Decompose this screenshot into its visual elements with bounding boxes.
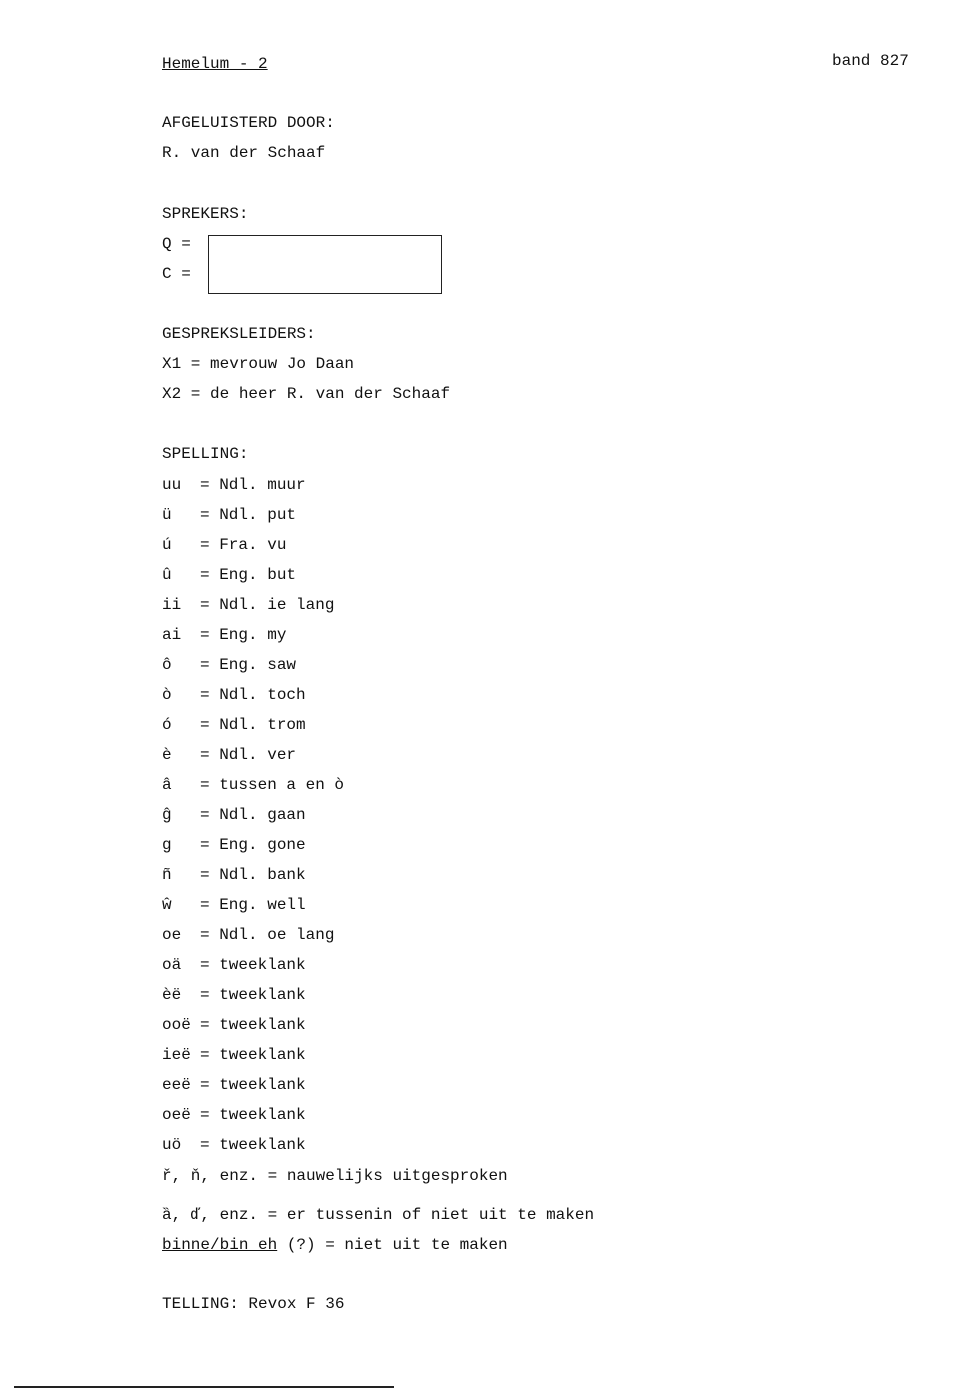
- spelling-description: = tweeklank: [200, 986, 306, 1004]
- spelling-description: = tweeklank: [200, 1016, 306, 1034]
- gespreksleider-x2: X2 = de heer R. van der Schaaf: [162, 385, 451, 403]
- spelling-description: = tweeklank: [200, 1076, 306, 1094]
- spelling-description: = Eng. but: [200, 566, 297, 584]
- afgeluisterd-label: AFGELUISTERD DOOR:: [162, 114, 335, 132]
- spelling-code: oe: [162, 926, 182, 944]
- redaction-box: [208, 235, 442, 294]
- spelling-code: ĝ: [162, 806, 172, 824]
- spelling-code: ô: [162, 656, 172, 674]
- spelling-description: = tweeklank: [200, 1106, 306, 1124]
- spelling-code: ñ: [162, 866, 172, 884]
- spelling-label: SPELLING:: [162, 445, 249, 463]
- band-number: band 827: [832, 52, 909, 70]
- spelling-description: = tussen a en ò: [200, 776, 345, 794]
- spelling-description: = Ndl. muur: [200, 476, 306, 494]
- spelling-description: = Fra. vu: [200, 536, 287, 554]
- spelling-note-faint: ř, ň, enz. = nauwelijks uitgesproken: [162, 1167, 508, 1185]
- spelling-description: = Eng. gone: [200, 836, 306, 854]
- spelling-description: = tweeklank: [200, 1136, 306, 1154]
- spelling-code: ü: [162, 506, 172, 524]
- spelling-note-uncertain: [162, 1235, 508, 1255]
- spelling-code: uu: [162, 476, 182, 494]
- telling: TELLING: Revox F 36: [162, 1295, 345, 1313]
- spelling-code: eeë: [162, 1076, 191, 1094]
- spelling-code: g: [162, 836, 172, 854]
- spelling-code: û: [162, 566, 172, 584]
- spelling-code: ai: [162, 626, 182, 644]
- spelling-description: = Ndl. bank: [200, 866, 306, 884]
- gespreksleider-x1: X1 = mevrouw Jo Daan: [162, 355, 355, 373]
- spelling-code: ú: [162, 536, 172, 554]
- spelling-code: oä: [162, 956, 182, 974]
- spelling-code: ooë: [162, 1016, 191, 1034]
- sprekers-label: SPREKERS:: [162, 205, 249, 223]
- uncertain-text: (?) = niet uit te maken: [277, 1236, 508, 1254]
- spelling-description: = Ndl. trom: [200, 716, 306, 734]
- spelling-description: = Ndl. ver: [200, 746, 297, 764]
- spelling-code: oeë: [162, 1106, 191, 1124]
- spelling-code: èë: [162, 986, 182, 1004]
- uncertain-example: binne/bin eh: [162, 1236, 278, 1254]
- spelling-description: = Ndl. put: [200, 506, 297, 524]
- spelling-description: = tweeklank: [200, 1046, 306, 1064]
- spelling-code: ii: [162, 596, 182, 614]
- spelling-description: = Eng. saw: [200, 656, 297, 674]
- spelling-description: = Ndl. ie lang: [200, 596, 335, 614]
- spelling-code: uö: [162, 1136, 182, 1154]
- spelling-code: ò: [162, 686, 172, 704]
- spelling-code: ieë: [162, 1046, 191, 1064]
- speaker-c: C =: [162, 265, 191, 283]
- speaker-q: Q =: [162, 235, 191, 253]
- page-title: Hemelum - 2: [162, 55, 268, 73]
- spelling-description: = Ndl. oe lang: [200, 926, 335, 944]
- gespreksleiders-label: GESPREKSLEIDERS:: [162, 325, 316, 343]
- bottom-rule: [14, 1386, 394, 1388]
- spelling-code: â: [162, 776, 172, 794]
- spelling-code: ó: [162, 716, 172, 734]
- spelling-code: ŵ: [162, 896, 172, 914]
- spelling-description: = Ndl. toch: [200, 686, 306, 704]
- spelling-note-unclear: ȁ, ď, enz. = er tussenin of niet uit te maken: [162, 1206, 595, 1224]
- spelling-description: = tweeklank: [200, 956, 306, 974]
- spelling-description: = Eng. well: [200, 896, 306, 914]
- spelling-code: è: [162, 746, 172, 764]
- spelling-description: = Eng. my: [200, 626, 287, 644]
- afgeluisterd-name: R. van der Schaaf: [162, 144, 326, 162]
- spelling-description: = Ndl. gaan: [200, 806, 306, 824]
